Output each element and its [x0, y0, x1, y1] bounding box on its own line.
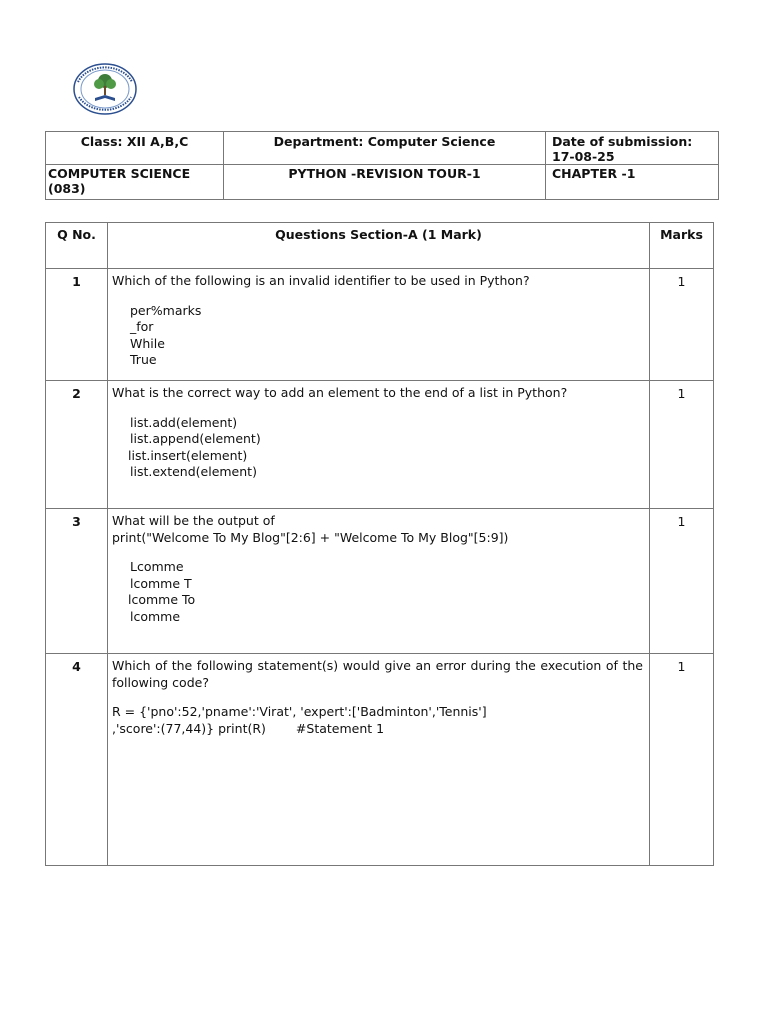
subject-code: (083) [48, 181, 86, 196]
question-number: 3 [46, 509, 108, 654]
topic-title: PYTHON -REVISION TOUR-1 [288, 166, 481, 181]
subject-name: COMPUTER SCIENCE [48, 166, 191, 181]
topic-cell [224, 165, 546, 200]
code-line [112, 721, 643, 738]
code-fragment: ,'score':(77,44)} print(R) [112, 720, 266, 736]
question-text: Which of the following statement(s) would give an error during the execution of the following code? [112, 658, 643, 690]
question-number: 2 [46, 381, 108, 509]
chapter-label: CHAPTER -1 [552, 166, 636, 181]
department-label: Department: Computer Science [273, 134, 496, 149]
question-text: What will be the output of [112, 513, 275, 528]
chapter-cell [546, 165, 719, 200]
option-item: True [130, 352, 157, 367]
option-item: list.extend(element) [130, 464, 257, 479]
option-item: list.append(element) [130, 431, 261, 446]
table-header-row [46, 223, 714, 269]
col-header-question: Questions Section-A (1 Mark) [108, 223, 650, 269]
question-marks: 1 [650, 509, 714, 654]
question-row [46, 269, 714, 381]
questions-table [45, 222, 714, 866]
class-cell [46, 132, 224, 165]
col-header-marks: Marks [650, 223, 714, 269]
question-number: 1 [46, 269, 108, 381]
question-number: 4 [46, 654, 108, 866]
option-item: lcomme To [128, 592, 196, 607]
question-text: What is the correct way to add an element to the end of a list in Python? [112, 385, 568, 400]
options-list [130, 303, 643, 369]
department-cell [224, 132, 546, 165]
date-label: Date of submission: [552, 134, 693, 149]
option-item: list.insert(element) [128, 447, 248, 463]
subject-cell [46, 165, 224, 200]
question-row [46, 509, 714, 654]
question-code: print("Welcome To My Blog"[2:6] + "Welcome To My Blog"[5:9]) [112, 529, 509, 545]
option-item: While [130, 335, 165, 351]
question-body [108, 654, 650, 866]
header-table [45, 131, 719, 200]
question-row [46, 654, 714, 866]
question-body [108, 381, 650, 509]
option-item: _for [130, 319, 154, 334]
code-block [112, 704, 643, 737]
question-row [46, 381, 714, 509]
code-line: R = {'pno':52,'pname':'Virat', 'expert':['Badminton','Tennis'] [112, 704, 487, 719]
question-body [108, 509, 650, 654]
question-body [108, 269, 650, 381]
option-item: lcomme [130, 608, 181, 624]
statement-comment: #Statement 1 [295, 720, 385, 736]
class-label: Class: XII A,B,C [80, 134, 189, 149]
question-marks: 1 [650, 654, 714, 866]
question-marks: 1 [650, 269, 714, 381]
option-item: list.add(element) [130, 414, 238, 430]
options-list [130, 559, 643, 625]
options-list [130, 415, 643, 481]
question-text: Which of the following is an invalid identifier to be used in Python? [112, 273, 530, 288]
col-header-qno: Q No. [46, 223, 108, 269]
question-marks: 1 [650, 381, 714, 509]
option-item: Lcomme [130, 559, 184, 574]
date-cell [546, 132, 719, 165]
option-item: lcomme T [130, 575, 192, 591]
school-logo [72, 62, 138, 116]
date-value: 17-08-25 [552, 149, 615, 164]
option-item: per%marks [130, 302, 202, 318]
